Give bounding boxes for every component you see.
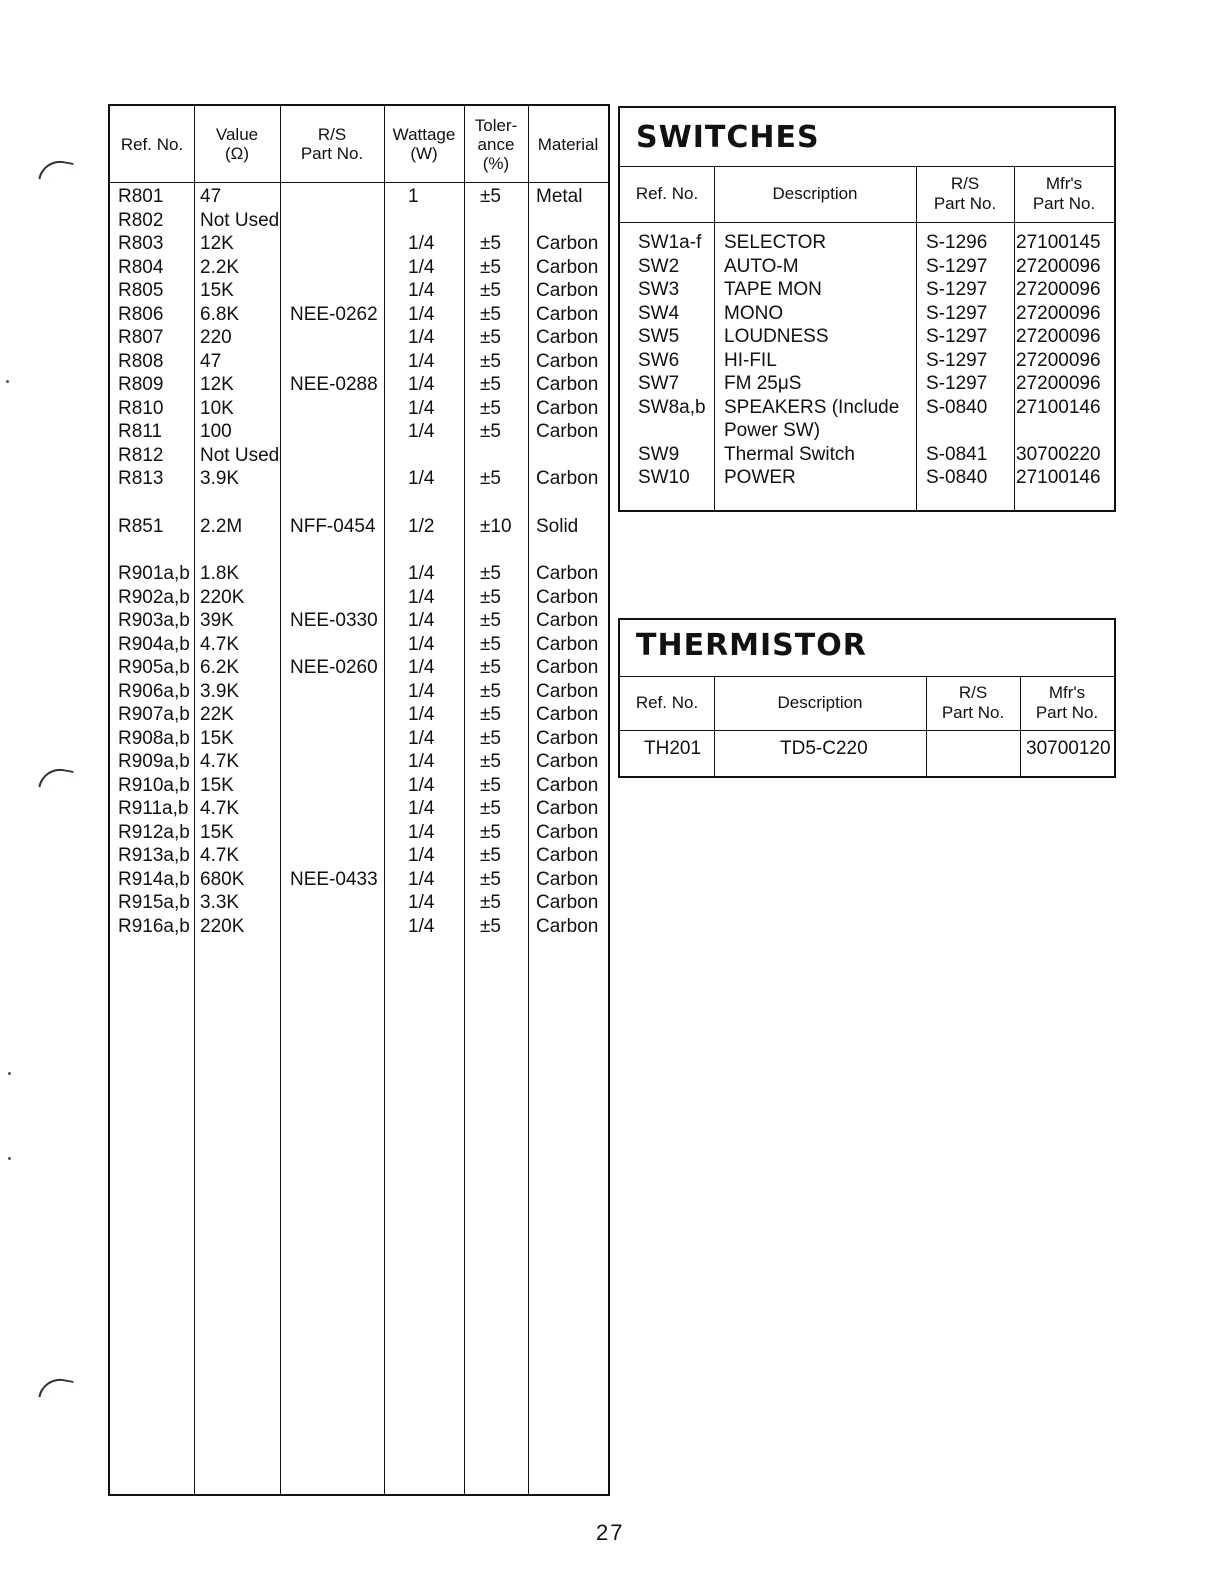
cell-desc: TAPE MON xyxy=(724,279,822,300)
table-row xyxy=(110,327,608,351)
cell-tol: ±5 xyxy=(480,774,501,796)
header-rs-part-no: R/S Part No. xyxy=(300,125,364,163)
cell-desc: LOUDNESS xyxy=(724,326,829,347)
cell-ref: R902a,b xyxy=(118,586,190,608)
cell-mat: Carbon xyxy=(536,468,599,489)
cell-mfr: 27200096 xyxy=(1016,326,1101,347)
cell-ref: SW10 xyxy=(638,467,690,488)
cell-value: 2.2M xyxy=(200,515,243,537)
cell-desc: POWER xyxy=(724,467,796,488)
cell-ref: SW4 xyxy=(638,302,680,324)
cell-ref: R808 xyxy=(118,350,164,372)
table-row xyxy=(110,233,608,257)
cell-value: 22K xyxy=(200,704,234,725)
table-row xyxy=(110,374,608,398)
cell-watt: 1 xyxy=(408,186,419,207)
cell-tol: ±5 xyxy=(480,350,501,372)
cell-value: 15K xyxy=(200,821,234,843)
cell-mat: Metal xyxy=(536,186,583,207)
cell-watt: 1/4 xyxy=(408,868,435,890)
cell-mfr: 27100146 xyxy=(1016,396,1101,418)
table-row xyxy=(110,280,608,304)
table-row xyxy=(110,186,608,210)
cell-tol: ±5 xyxy=(480,680,501,702)
cell-mat: Carbon xyxy=(536,633,599,655)
cell-mat: Carbon xyxy=(536,845,599,866)
cell-ref: SW1a-f xyxy=(638,232,702,253)
cell-value: 680K xyxy=(200,868,245,890)
cell-rs: S-0841 xyxy=(926,443,988,465)
cell-value: 220K xyxy=(200,586,245,608)
cell-ref: R912a,b xyxy=(118,821,190,843)
header-rs-part-no: R/S Part No. xyxy=(933,174,997,213)
table-row xyxy=(110,304,608,328)
table-row xyxy=(620,420,1114,444)
cell-tol: ±5 xyxy=(480,821,501,843)
cell-tol: ±5 xyxy=(480,397,501,419)
cell-mat: Solid xyxy=(536,515,579,537)
cell-watt: 1/4 xyxy=(408,468,435,489)
table-row xyxy=(110,704,608,728)
header-tolerance: Toler- ance (%) xyxy=(474,115,518,173)
table-row xyxy=(110,445,608,469)
table-row xyxy=(110,421,608,445)
cell-watt: 1/4 xyxy=(408,233,435,254)
cell-mat: Carbon xyxy=(536,350,599,372)
cell-ref: SW5 xyxy=(638,326,680,347)
table-row xyxy=(620,738,1114,762)
cell-ref: R804 xyxy=(118,256,164,278)
header-mfr-part-no: Mfr's Part No. xyxy=(1032,174,1096,213)
cell-mat: Carbon xyxy=(536,704,599,725)
binder-mark xyxy=(38,1375,73,1402)
table-row xyxy=(620,467,1114,491)
table-row xyxy=(110,657,608,681)
table-row xyxy=(110,775,608,799)
table-row xyxy=(110,210,608,234)
cell-value: 3.3K xyxy=(200,892,240,913)
cell-mat: Carbon xyxy=(536,798,599,819)
cell-tol: ±5 xyxy=(480,657,501,678)
cell-value: 4.7K xyxy=(200,845,240,866)
cell-mat: Carbon xyxy=(536,892,599,913)
cell-rs: NEE-0433 xyxy=(290,868,378,890)
cell-ref: R915a,b xyxy=(118,892,190,913)
switches-title: SWITCHES xyxy=(636,120,820,155)
cell-mat: Carbon xyxy=(536,868,599,890)
table-row xyxy=(110,634,608,658)
cell-rs: S-0840 xyxy=(926,467,988,488)
cell-tol: ±5 xyxy=(480,845,501,866)
cell-ref: R913a,b xyxy=(118,845,190,866)
cell-value: 220 xyxy=(200,327,232,348)
table-row xyxy=(620,279,1114,303)
cell-mat: Carbon xyxy=(536,327,599,348)
cell-value: 15K xyxy=(200,727,234,749)
cell-desc: Thermal Switch xyxy=(724,443,855,465)
cell-tol: ±5 xyxy=(480,892,501,913)
cell-watt: 1/4 xyxy=(408,751,435,772)
cell-mat: Carbon xyxy=(536,751,599,772)
table-row xyxy=(620,326,1114,350)
binder-mark xyxy=(38,157,73,184)
table-row xyxy=(110,610,608,634)
cell-mfr: 27200096 xyxy=(1016,373,1101,394)
resistor-table xyxy=(108,104,610,1496)
cell-tol: ±5 xyxy=(480,327,501,348)
table-row xyxy=(110,728,608,752)
table-rule xyxy=(620,730,1114,731)
cell-mat: Carbon xyxy=(536,303,599,325)
cell-value: 10K xyxy=(200,397,234,419)
cell-ref: R906a,b xyxy=(118,680,190,702)
cell-value: 6.2K xyxy=(200,657,240,678)
cell-rs: NEE-0260 xyxy=(290,657,378,678)
cell-watt: 1/4 xyxy=(408,280,435,301)
cell-ref: SW6 xyxy=(638,349,680,371)
table-row xyxy=(620,444,1114,468)
cell-mat: Carbon xyxy=(536,421,599,442)
cell-value: 15K xyxy=(200,774,234,796)
cell-tol: ±5 xyxy=(480,186,501,207)
cell-watt: 1/4 xyxy=(408,774,435,796)
table-row xyxy=(110,398,608,422)
cell-watt: 1/4 xyxy=(408,798,435,819)
table-row xyxy=(620,397,1114,421)
cell-watt: 1/4 xyxy=(408,821,435,843)
cell-ref: R805 xyxy=(118,280,164,301)
header-ref-no: Ref. No. xyxy=(635,184,699,203)
cell-ref: R907a,b xyxy=(118,704,190,725)
cell-tol: ±5 xyxy=(480,468,501,489)
scan-speck xyxy=(6,380,9,383)
cell-value: Not Used xyxy=(200,444,280,466)
cell-mat: Carbon xyxy=(536,727,599,749)
cell-ref: R807 xyxy=(118,327,164,348)
cell-ref: R812 xyxy=(118,444,164,466)
cell-watt: 1/4 xyxy=(408,915,435,937)
header-ref-no: Ref. No. xyxy=(120,134,184,154)
table-row xyxy=(110,845,608,869)
page-number: 27 xyxy=(596,1520,625,1545)
cell-rs: S-1297 xyxy=(926,302,988,324)
cell-tol: ±5 xyxy=(480,374,501,395)
table-row xyxy=(110,351,608,375)
cell-mfr: 30700220 xyxy=(1016,443,1101,465)
cell-mat: Carbon xyxy=(536,374,599,395)
cell-watt: 1/4 xyxy=(408,704,435,725)
cell-mfr: 27100146 xyxy=(1016,467,1101,488)
cell-watt: 1/4 xyxy=(408,845,435,866)
binder-mark xyxy=(38,765,73,792)
thermistor-title: THERMISTOR xyxy=(636,628,867,663)
cell-value: Not Used xyxy=(200,209,280,231)
cell-value: 6.8K xyxy=(200,303,240,325)
table-row xyxy=(110,822,608,846)
cell-tol: ±5 xyxy=(480,280,501,301)
header-material: Material xyxy=(537,134,599,154)
cell-watt: 1/2 xyxy=(408,515,435,537)
cell-value: 39K xyxy=(200,610,234,631)
cell-mat: Carbon xyxy=(536,397,599,419)
cell-value: 100 xyxy=(200,421,232,442)
table-row xyxy=(110,751,608,775)
cell-value: 15K xyxy=(200,280,234,301)
thermistor-table xyxy=(618,618,1116,778)
cell-desc: SELECTOR xyxy=(724,232,827,253)
cell-mfr: 27200096 xyxy=(1016,302,1101,324)
cell-description: TD5-C220 xyxy=(780,738,868,759)
cell-tol: ±5 xyxy=(480,798,501,819)
cell-ref: R810 xyxy=(118,397,164,419)
cell-tol: ±5 xyxy=(480,727,501,749)
cell-watt: 1/4 xyxy=(408,303,435,325)
cell-rs: NEE-0262 xyxy=(290,303,378,325)
cell-watt: 1/4 xyxy=(408,397,435,419)
table-row xyxy=(110,587,608,611)
cell-mat: Carbon xyxy=(536,256,599,278)
cell-tol: ±5 xyxy=(480,233,501,254)
cell-ref: R801 xyxy=(118,186,164,207)
cell-tol: ±5 xyxy=(480,610,501,631)
cell-ref: R851 xyxy=(118,515,164,537)
cell-rs: S-1297 xyxy=(926,255,988,277)
cell-desc: FM 25μS xyxy=(724,373,802,394)
cell-ref: R905a,b xyxy=(118,657,190,678)
cell-mat: Carbon xyxy=(536,586,599,608)
cell-value: 2.2K xyxy=(200,256,240,278)
cell-tol: ±5 xyxy=(480,586,501,608)
cell-mat: Carbon xyxy=(536,915,599,937)
header-description: Description xyxy=(772,184,858,203)
cell-tol: ±5 xyxy=(480,421,501,442)
header-value: Value (Ω) xyxy=(215,125,259,163)
cell-watt: 1/4 xyxy=(408,327,435,348)
table-row xyxy=(110,257,608,281)
table-row xyxy=(110,563,608,587)
table-row xyxy=(110,798,608,822)
cell-mfr: 27200096 xyxy=(1016,279,1101,300)
cell-ref: TH201 xyxy=(644,738,702,759)
cell-ref: SW7 xyxy=(638,373,680,394)
cell-tol: ±5 xyxy=(480,633,501,655)
cell-tol: ±5 xyxy=(480,303,501,325)
cell-value: 3.9K xyxy=(200,468,240,489)
cell-mat: Carbon xyxy=(536,563,599,584)
table-rule xyxy=(620,222,1114,223)
cell-desc: HI-FIL xyxy=(724,349,777,371)
table-row xyxy=(620,350,1114,374)
cell-ref: SW3 xyxy=(638,279,680,300)
cell-rs: S-0840 xyxy=(926,396,988,418)
resistor-table-header xyxy=(110,106,608,183)
cell-mfr: 27200096 xyxy=(1016,349,1101,371)
table-row xyxy=(620,256,1114,280)
cell-watt: 1/4 xyxy=(408,374,435,395)
cell-mat: Carbon xyxy=(536,774,599,796)
cell-value: 4.7K xyxy=(200,798,240,819)
cell-mat: Carbon xyxy=(536,657,599,678)
cell-tol: ±10 xyxy=(480,515,512,537)
cell-mat: Carbon xyxy=(536,680,599,702)
cell-rs: S-1297 xyxy=(926,326,988,347)
table-row xyxy=(110,516,608,540)
header-ref-no: Ref. No. xyxy=(635,693,699,712)
cell-mat: Carbon xyxy=(536,233,599,254)
cell-tol: ±5 xyxy=(480,563,501,584)
cell-ref: R806 xyxy=(118,303,164,325)
cell-value: 12K xyxy=(200,233,234,254)
switches-table xyxy=(618,106,1116,512)
cell-mfr: 27200096 xyxy=(1016,255,1101,277)
cell-watt: 1/4 xyxy=(408,657,435,678)
header-description: Description xyxy=(777,693,863,712)
table-row xyxy=(110,869,608,893)
cell-ref: R909a,b xyxy=(118,751,190,772)
cell-watt: 1/4 xyxy=(408,586,435,608)
cell-ref: R903a,b xyxy=(118,610,190,631)
scan-speck xyxy=(8,1072,11,1075)
cell-ref: R803 xyxy=(118,233,164,254)
table-row xyxy=(110,468,608,492)
cell-watt: 1/4 xyxy=(408,610,435,631)
scan-speck xyxy=(8,1157,11,1160)
cell-rs: S-1297 xyxy=(926,279,988,300)
cell-ref: SW8a,b xyxy=(638,396,706,418)
cell-rs: S-1297 xyxy=(926,373,988,394)
cell-ref: SW2 xyxy=(638,255,680,277)
cell-value: 1.8K xyxy=(200,563,240,584)
table-row xyxy=(620,303,1114,327)
cell-mat: Carbon xyxy=(536,280,599,301)
cell-watt: 1/4 xyxy=(408,633,435,655)
cell-tol: ±5 xyxy=(480,868,501,890)
cell-value: 47 xyxy=(200,186,222,207)
table-row xyxy=(110,892,608,916)
cell-rs: NEE-0330 xyxy=(290,610,378,631)
cell-value: 220K xyxy=(200,915,245,937)
cell-ref: R813 xyxy=(118,468,164,489)
cell-rs: NEE-0288 xyxy=(290,374,378,395)
cell-watt: 1/4 xyxy=(408,563,435,584)
cell-ref: R904a,b xyxy=(118,633,190,655)
cell-rs: NFF-0454 xyxy=(290,515,376,537)
cell-watt: 1/4 xyxy=(408,892,435,913)
cell-ref: R802 xyxy=(118,209,164,231)
cell-ref: SW9 xyxy=(638,443,680,465)
table-row xyxy=(620,373,1114,397)
cell-rs: S-1296 xyxy=(926,232,988,253)
cell-desc: AUTO-M xyxy=(724,255,799,277)
table-row xyxy=(110,916,608,940)
cell-value: 4.7K xyxy=(200,633,240,655)
cell-rs: S-1297 xyxy=(926,349,988,371)
cell-desc: Power SW) xyxy=(724,420,821,441)
cell-tol: ±5 xyxy=(480,915,501,937)
table-row xyxy=(110,681,608,705)
cell-ref: R811 xyxy=(118,421,163,442)
cell-watt: 1/4 xyxy=(408,256,435,278)
cell-ref: R914a,b xyxy=(118,868,190,890)
header-mfr-part-no: Mfr's Part No. xyxy=(1035,683,1099,722)
cell-mfr-part-no: 30700120 xyxy=(1026,738,1111,759)
cell-value: 4.7K xyxy=(200,751,240,772)
header-wattage: Wattage (W) xyxy=(392,125,456,163)
cell-ref: R901a,b xyxy=(118,563,190,584)
cell-ref: R809 xyxy=(118,374,164,395)
header-rs-part-no: R/S Part No. xyxy=(941,683,1005,722)
cell-tol: ±5 xyxy=(480,704,501,725)
cell-value: 3.9K xyxy=(200,680,240,702)
cell-ref: R911a,b xyxy=(118,798,189,819)
cell-mat: Carbon xyxy=(536,821,599,843)
cell-ref: R916a,b xyxy=(118,915,190,937)
cell-watt: 1/4 xyxy=(408,727,435,749)
cell-watt: 1/4 xyxy=(408,421,435,442)
cell-mat: Carbon xyxy=(536,610,599,631)
cell-watt: 1/4 xyxy=(408,350,435,372)
cell-value: 12K xyxy=(200,374,234,395)
cell-ref: R910a,b xyxy=(118,774,190,796)
cell-mfr: 27100145 xyxy=(1016,232,1101,253)
cell-desc: MONO xyxy=(724,302,784,324)
cell-desc: SPEAKERS (Include xyxy=(724,396,900,418)
cell-value: 47 xyxy=(200,350,222,372)
table-row xyxy=(620,232,1114,256)
cell-watt: 1/4 xyxy=(408,680,435,702)
cell-tol: ±5 xyxy=(480,256,501,278)
cell-ref: R908a,b xyxy=(118,727,190,749)
cell-tol: ±5 xyxy=(480,751,501,772)
